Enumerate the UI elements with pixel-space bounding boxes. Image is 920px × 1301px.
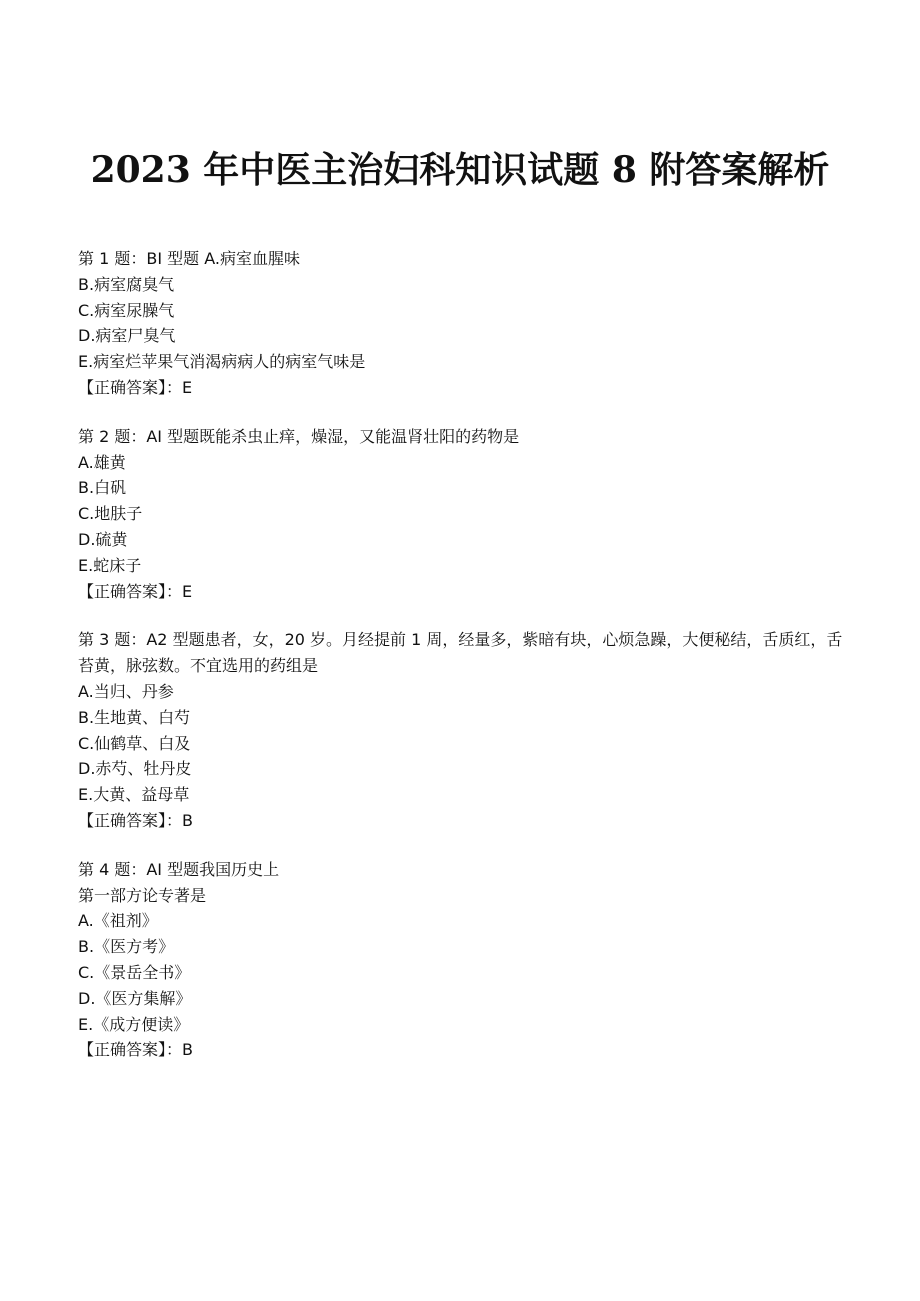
question-3-stem: 第 3 题：A2 型题患者，女，20 岁。月经提前 1 周，经量多，紫暗有块，心烦急躁，大便秘结，舌质红，舌苔黄，脉弦数。不宜选用的药组是 [78,630,843,676]
question-1-option-e: E.病室烂苹果气消渴病病人的病室气味是 [78,352,366,372]
question-4 [78,857,848,1063]
question-2-option-a: A.雄黄 [78,452,126,472]
question-4-option-c: C.《景岳全书》 [78,962,191,982]
question-1-option-d: D.病室尸臭气 [78,326,176,346]
question-4-option-e: E.《成方便读》 [78,1014,190,1034]
question-3-option-c: C.仙鹤草、白及 [78,733,191,753]
question-2-option-c: C.地肤子 [78,504,143,524]
question-4-option-b: B.《医方考》 [78,937,175,957]
question-3-option-e: E.大黄、益母草 [78,785,190,805]
question-4-stem-line-2: 第一部方论专著是 [78,885,207,905]
question-3-option-d: D.赤芍、牡丹皮 [78,759,192,779]
question-2-answer: 【正确答案】：E [78,581,193,601]
question-2-option-b: B.白矾 [78,478,127,498]
question-4-option-d: D.《医方集解》 [78,988,192,1008]
question-2-stem: 第 2 题：AI 型题既能杀虫止痒，燥湿，又能温肾壮阳的药物是 [78,426,520,446]
question-3-option-a: A.当归、丹参 [78,681,174,701]
question-2-option-e: E.蛇床子 [78,555,142,575]
question-1-stem: 第 1 题：BI 型题 A.病室血腥味 [78,249,300,268]
question-3-option-b: B.生地黄、白芍 [78,707,191,727]
question-1-option-b: B.病室腐臭气 [78,274,175,294]
question-4-option-a: A.《祖剂》 [78,911,158,931]
question-1-option-c: C.病室尿臊气 [78,300,175,320]
question-4-stem-line-1: 第 4 题：AI 型题我国历史上 [78,859,280,879]
document-title: 2023 年中医主治妇科知识试题 8 附答案解析 [90,149,830,191]
question-2-option-d: D.硫黄 [78,529,128,549]
question-3-answer: 【正确答案】：B [78,810,193,830]
question-list [78,246,848,1086]
question-4-answer: 【正确答案】：B [78,1040,193,1060]
question-1-answer: 【正确答案】：E [78,377,193,397]
question-2 [78,424,848,605]
question-1 [78,246,848,401]
question-3 [78,627,848,833]
